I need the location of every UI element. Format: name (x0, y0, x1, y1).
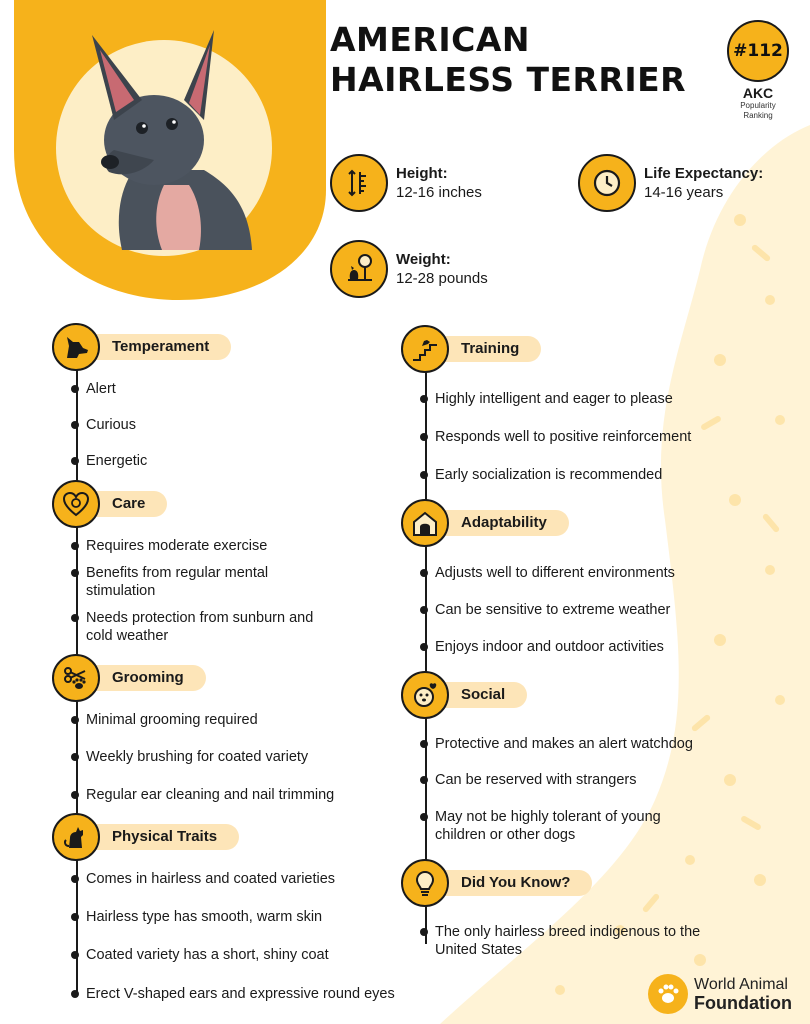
section-title-physical: Physical Traits (90, 824, 239, 850)
section-title-social: Social (439, 682, 527, 708)
list-item: Erect V-shaped ears and expressive round eyes (76, 985, 395, 1003)
sitting-dog-icon (52, 813, 100, 861)
rank-sub-2: Ranking (743, 111, 773, 120)
stat-height-value: 12-16 inches (396, 184, 482, 201)
dog-heart-icon (401, 671, 449, 719)
footer-logo (648, 974, 792, 1014)
section-adaptability (401, 499, 741, 664)
scale-icon (330, 240, 388, 298)
section-title-grooming: Grooming (90, 665, 206, 691)
list-item: Requires moderate exercise (76, 537, 267, 555)
agility-icon (401, 325, 449, 373)
list-item: Can be sensitive to extreme weather (425, 601, 670, 619)
list-item: Comes in hairless and coated varieties (76, 870, 335, 888)
list-item: Curious (76, 416, 136, 434)
stat-life-expectancy (578, 154, 763, 212)
section-social (401, 671, 741, 851)
doghouse-icon (401, 499, 449, 547)
stat-life-label: Life Expectancy: (644, 165, 764, 182)
list-item: Weekly brushing for coated variety (76, 748, 308, 766)
list-item: Needs protection from sunburn and cold weather (76, 609, 336, 645)
section-title-care: Care (90, 491, 167, 517)
list-item: May not be highly tolerant of young children or other dogs (425, 808, 685, 844)
clock-icon (578, 154, 636, 212)
list-item: Regular ear cleaning and nail trimming (76, 786, 334, 804)
stat-weight-label: Weight: (396, 251, 451, 268)
list-item: Responds well to positive reinforcement (425, 428, 691, 446)
rank-number: #112 (727, 20, 789, 82)
scissors-paw-icon (52, 654, 100, 702)
section-did-you-know (401, 859, 741, 969)
section-title-temperament: Temperament (90, 334, 231, 360)
list-item: Can be reserved with strangers (425, 771, 637, 789)
dog-illustration (14, 0, 326, 300)
section-training (401, 325, 741, 490)
list-item: Alert (76, 380, 116, 398)
dog-head-icon (52, 323, 100, 371)
paw-logo-icon (648, 974, 688, 1014)
list-item: Energetic (76, 452, 147, 470)
list-item: Minimal grooming required (76, 711, 258, 729)
heart-hand-icon (52, 480, 100, 528)
stat-life-value: 14-16 years (644, 184, 724, 201)
stat-weight-value: 12-28 pounds (396, 270, 488, 287)
popularity-rank-badge (724, 20, 792, 121)
rank-sub-1: Popularity (740, 101, 776, 110)
title-line-1: AMERICAN (330, 20, 530, 59)
ruler-icon (330, 154, 388, 212)
list-item: Highly intelligent and eager to please (425, 390, 673, 408)
stat-weight (330, 240, 488, 298)
list-item: The only hairless breed indigenous to the United States (425, 923, 715, 959)
stat-height-label: Height: (396, 165, 448, 182)
page-title (330, 20, 686, 100)
section-grooming (52, 654, 372, 814)
section-title-training: Training (439, 336, 541, 362)
list-item: Coated variety has a short, shiny coat (76, 946, 329, 964)
section-title-adaptability: Adaptability (439, 510, 569, 536)
list-item: Early socialization is recommended (425, 466, 662, 484)
title-line-2: HAIRLESS TERRIER (330, 60, 687, 99)
section-title-did-you-know: Did You Know? (439, 870, 592, 896)
list-item: Enjoys indoor and outdoor activities (425, 638, 664, 656)
list-item: Benefits from regular mental stimulation (76, 564, 326, 600)
list-item: Protective and makes an alert watchdog (425, 735, 693, 753)
section-temperament (52, 323, 352, 473)
lightbulb-icon (401, 859, 449, 907)
list-item: Adjusts well to different environments (425, 564, 675, 582)
stat-height (330, 154, 482, 212)
section-physical-traits (52, 813, 452, 1013)
logo-line-2: Foundation (694, 993, 792, 1013)
rank-label: AKC (742, 85, 774, 101)
list-item: Hairless type has smooth, warm skin (76, 908, 322, 926)
section-care (52, 480, 352, 650)
logo-line-1: World Animal (694, 976, 788, 993)
